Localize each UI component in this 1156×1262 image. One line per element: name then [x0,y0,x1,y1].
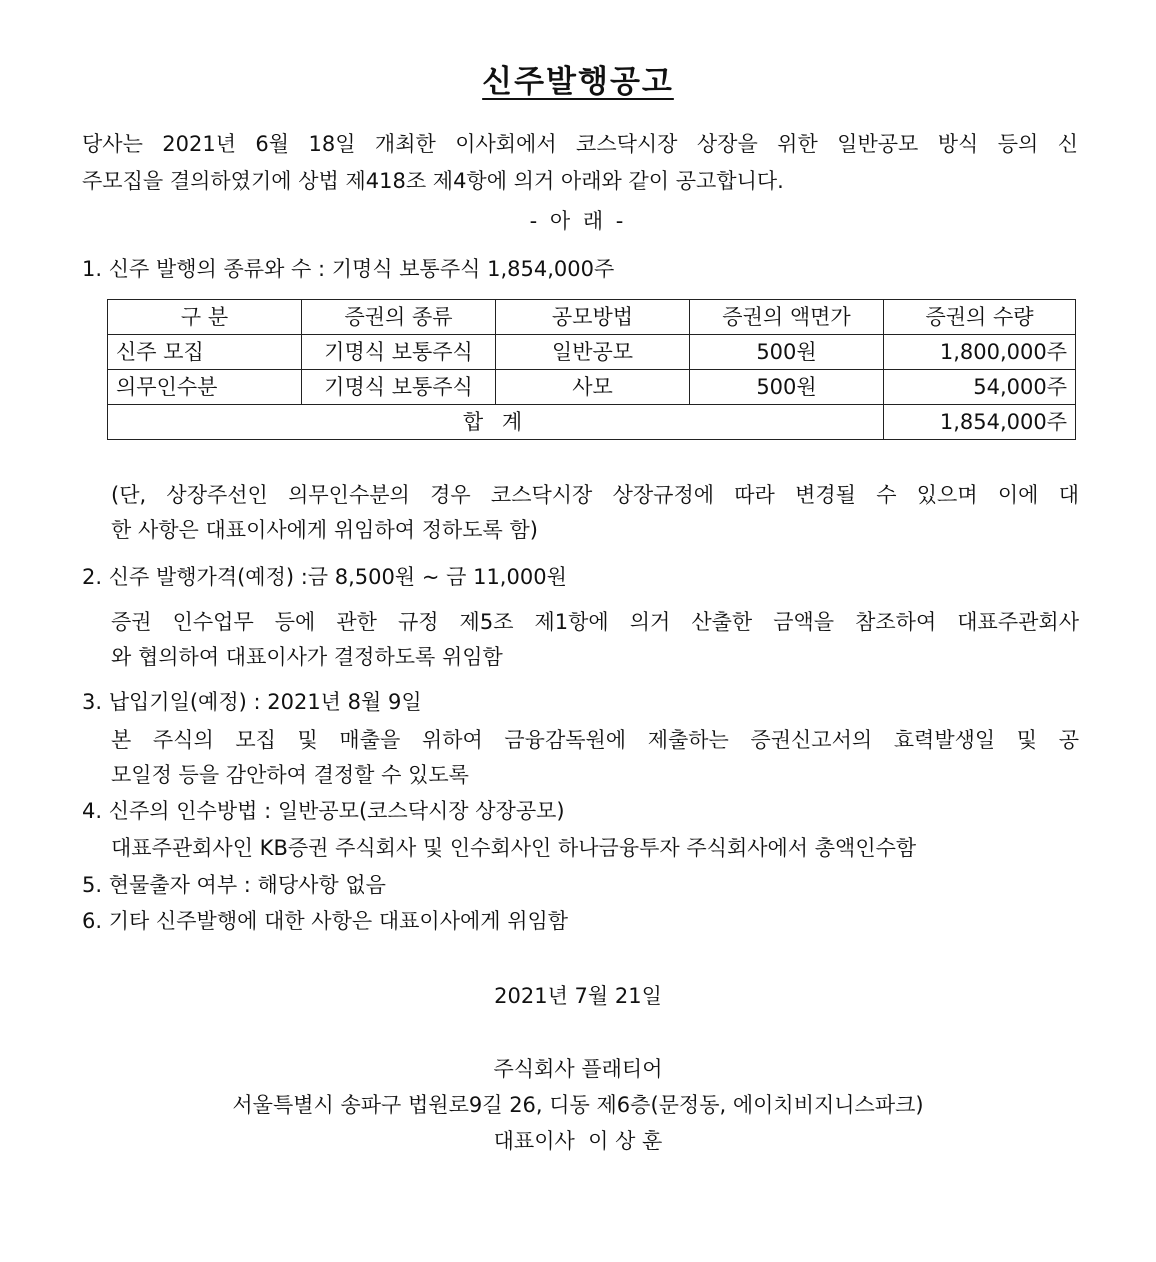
note-line-2: 한 사항은 대표이사에게 위임하여 정하도록 함) [111,518,539,542]
table-cell: 기명식 보통주식 [302,335,496,370]
table-header-cell: 구 분 [108,300,302,335]
intro-line-1: 당사는 2021년 6월 18일 개최한 이사회에서 코스닥시장 상장을 위한 일반공모 방식 등의 신 [82,132,1078,156]
table-cell: 1,800,000주 [884,335,1076,370]
company-ceo: 대표이사 이 상 훈 [493,1129,663,1153]
item-3-line-2: 모일정 등을 감안하여 결정할 수 있도록 [111,763,469,787]
page-title: 신주발행공고 [482,64,674,100]
item-5-heading: 5. 현물출자 여부 : 해당사항 없음 [82,873,386,897]
item-2-heading: 2. 신주 발행가격(예정) :금 8,500원 ~ 금 11,000원 [82,565,567,589]
table-total-row [108,405,1076,440]
table-total-label: 합 계 [108,405,884,440]
company-name: 주식회사 플래티어 [493,1057,663,1081]
table-header-row [108,300,1076,335]
item-2-line-1: 증권 인수업무 등에 관한 규정 제5조 제1항에 의거 산출한 금액을 참조하여 대표주관회사 [111,610,1079,634]
table-total-value: 1,854,000주 [884,405,1076,440]
item-4-heading: 4. 신주의 인수방법 : 일반공모(코스닥시장 상장공모) [82,799,565,823]
intro-line-2: 주모집을 결의하였기에 상법 제418조 제4항에 의거 아래와 같이 공고합니다. [82,169,784,193]
item-1-heading: 1. 신주 발행의 종류와 수 : 기명식 보통주식 1,854,000주 [82,257,615,281]
table-row [108,370,1076,405]
table-cell: 54,000주 [884,370,1076,405]
table-header-cell: 증권의 수량 [884,300,1076,335]
below-label: - 아 래 - [529,209,627,233]
notice-date: 2021년 7월 21일 [494,984,662,1008]
table-cell: 의무인수분 [108,370,302,405]
share-table [107,299,1076,440]
table-header-cell: 증권의 종류 [302,300,496,335]
item-2-line-2: 와 협의하여 대표이사가 결정하도록 위임함 [111,645,503,669]
note-line-1: (단, 상장주선인 의무인수분의 경우 코스닥시장 상장규정에 따라 변경될 수 있으며 이에 대 [111,483,1079,507]
item-4-line-1: 대표주관회사인 KB증권 주식회사 및 인수회사인 하나금융투자 주식회사에서 총액인수함 [111,836,917,860]
table-cell: 신주 모집 [108,335,302,370]
table-cell: 사모 [496,370,690,405]
company-address: 서울특별시 송파구 법원로9길 26, 디동 제6층(문정동, 에이치비지니스파크) [232,1093,924,1117]
table-cell: 500원 [690,335,884,370]
item-6-heading: 6. 기타 신주발행에 대한 사항은 대표이사에게 위임함 [82,909,569,933]
table-cell: 500원 [690,370,884,405]
item-3-line-1: 본 주식의 모집 및 매출을 위하여 금융감독원에 제출하는 증권신고서의 효력발생일 및 공 [111,728,1079,752]
table-cell: 기명식 보통주식 [302,370,496,405]
table-cell: 일반공모 [496,335,690,370]
table-row [108,335,1076,370]
item-3-heading: 3. 납입기일(예정) : 2021년 8월 9일 [82,690,422,714]
table-header-cell: 증권의 액면가 [690,300,884,335]
table-header-cell: 공모방법 [496,300,690,335]
